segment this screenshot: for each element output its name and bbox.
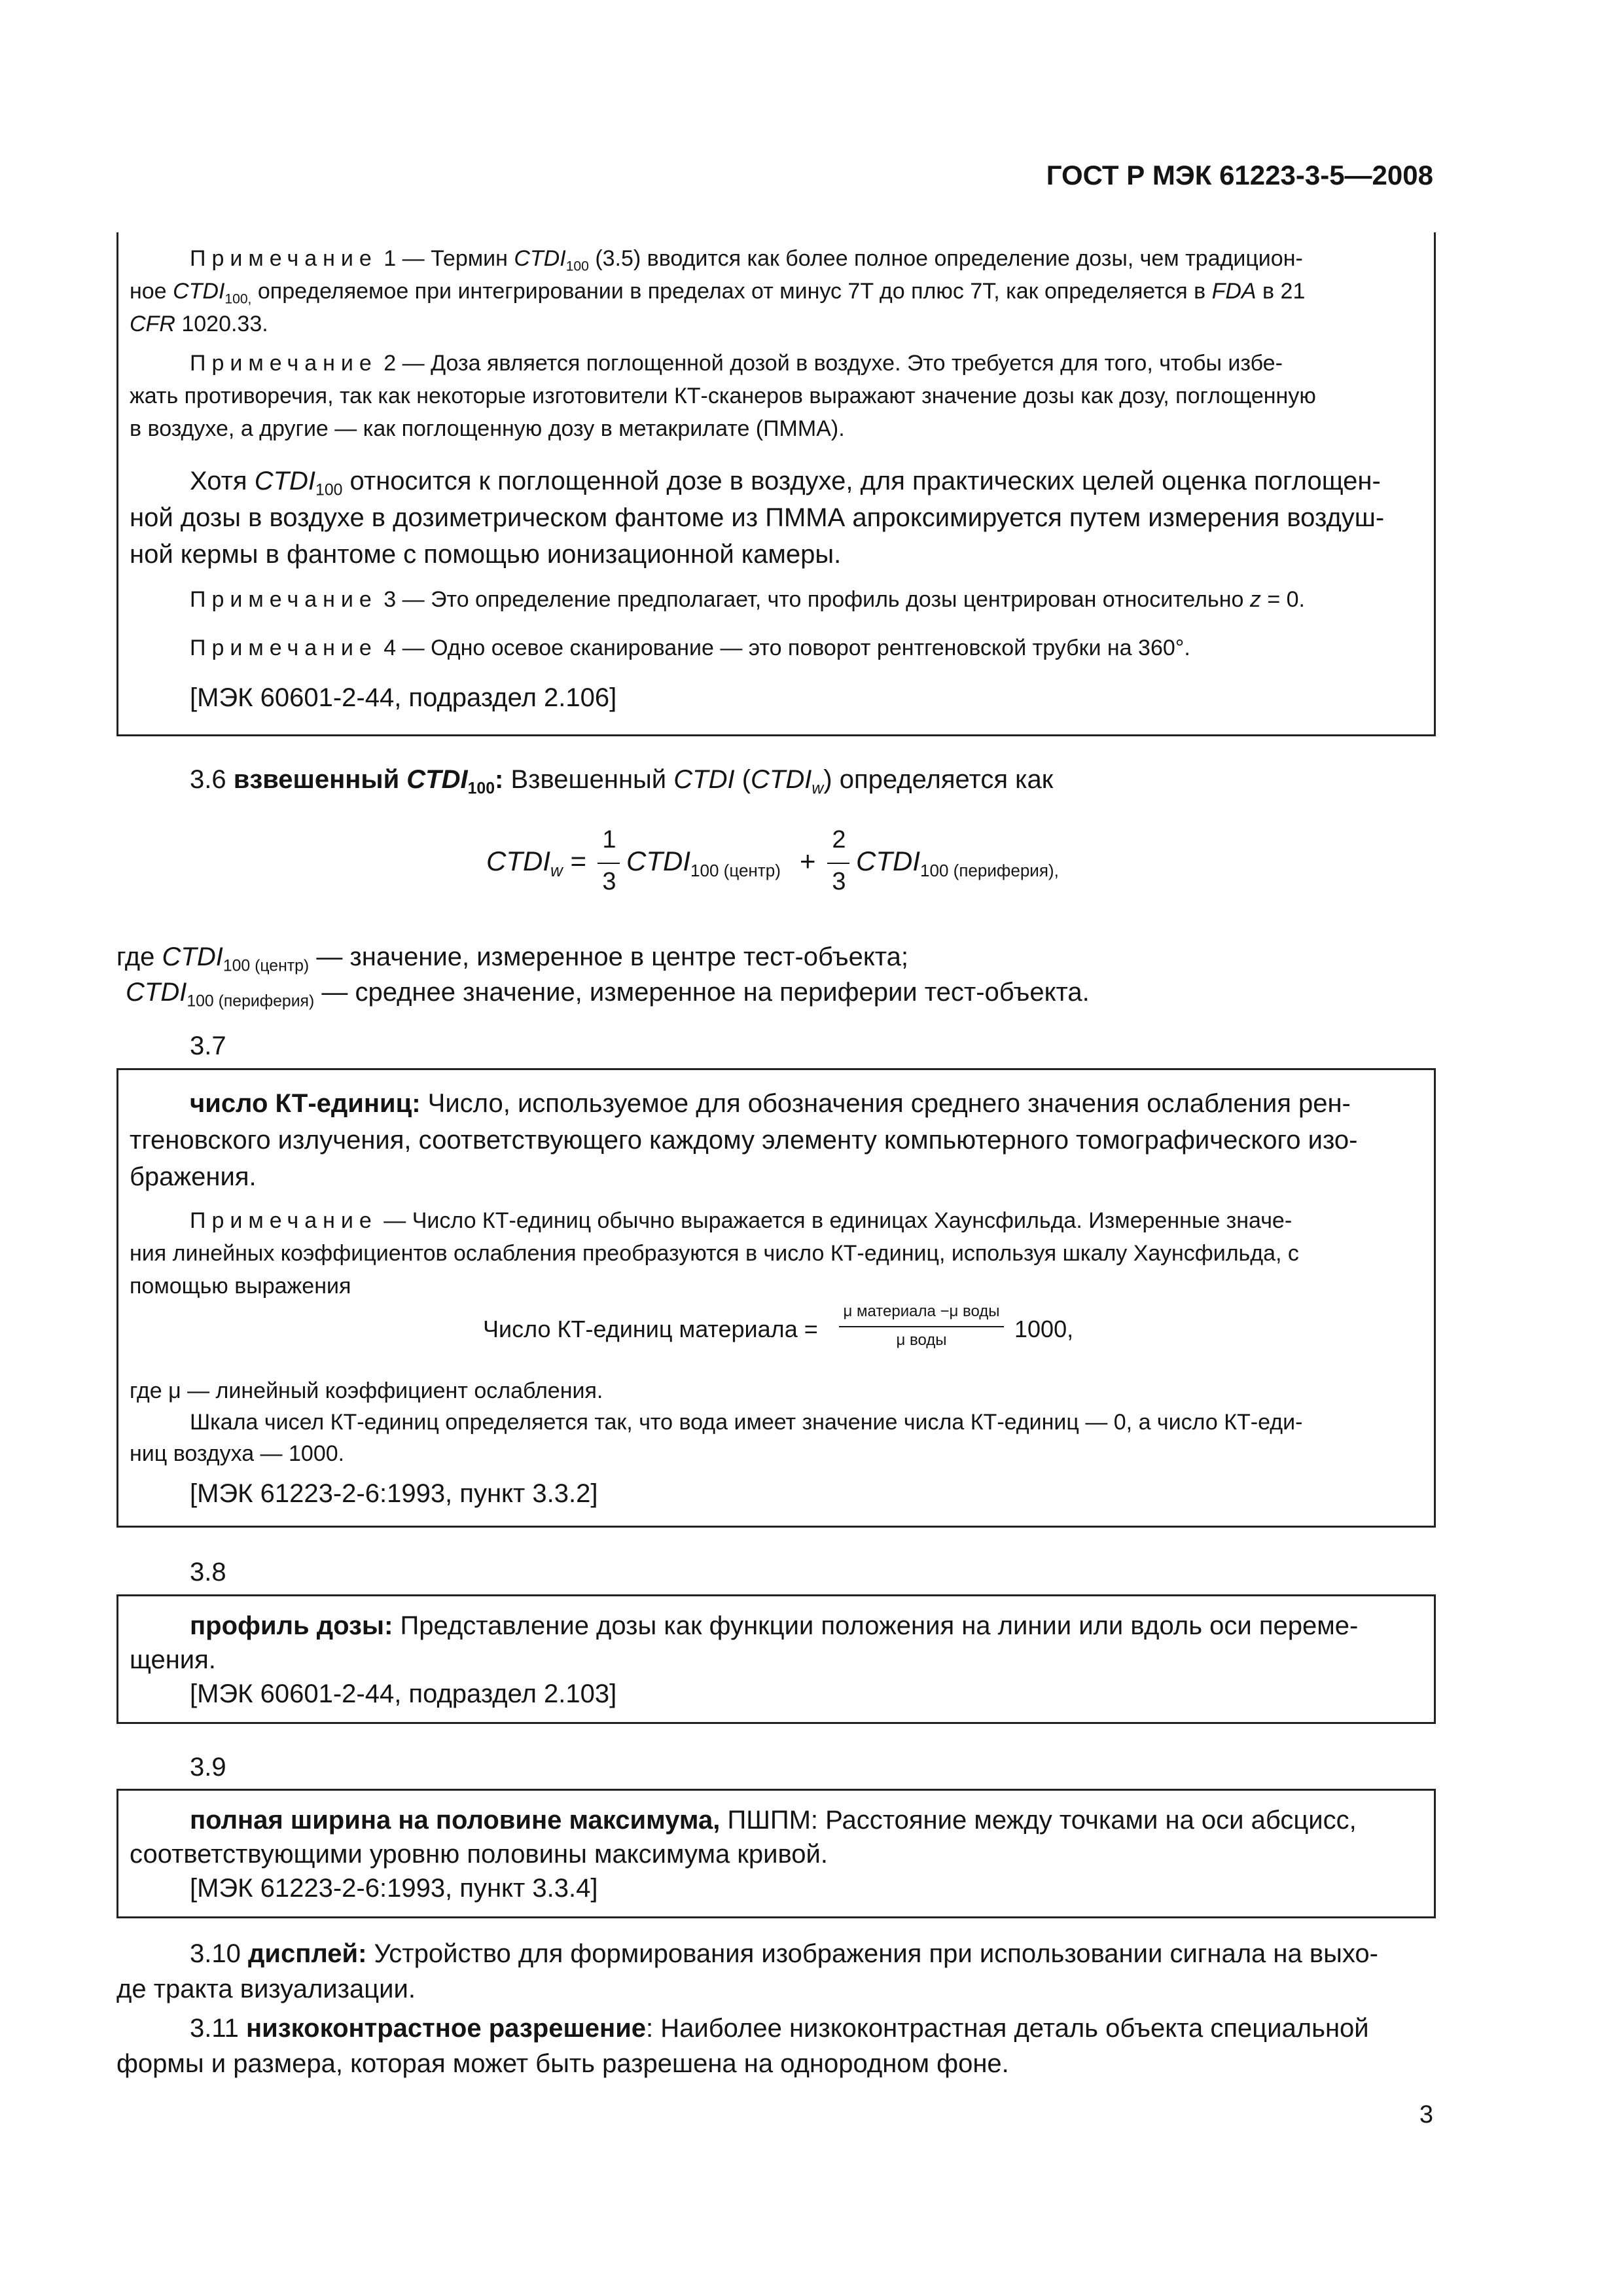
section-3-6-heading: 3.6 взвешенный $CTDI_{100}$: Взвешенный CTDI $(CTDI_w)$ определяется как (190, 765, 1054, 798)
document-code: ГОСТ Р МЭК 61223-3-5—2008 (1046, 160, 1433, 190)
section-3-7-line-3: бражения. (130, 1162, 257, 1191)
section-3-9-number: 3.9 (190, 1753, 226, 1782)
section-3-11-line-1: 3.11 низкоконтрастное разрешение: Наиболее низкоконтрастная деталь объекта специальной (190, 2014, 1369, 2043)
page-number: 3 (1419, 2101, 1433, 2128)
where-mu: где μ — линейный коэффициент ослабления. (130, 1378, 603, 1403)
section-3-7-line-1: число КТ-единиц: Число, используемое для обозначения среднего значения ослабления рен- (190, 1089, 1351, 1118)
section-3-7-number: 3.7 (190, 1031, 226, 1060)
section-3-10-line-2: де тракта визуализации. (116, 1975, 416, 2003)
reference-2-106: [МЭК 60601-2-44, подраздел 2.106] (190, 683, 617, 712)
reference-3-3-4: [МЭК 61223-2-6:1993, пункт 3.3.4] (190, 1874, 598, 1903)
note-1-line-3: CFR 1020.33. (130, 312, 268, 336)
section-3-7-line-2: тгеновского излучения, соответствующего каждому элементу компьютерного томографического изо- (130, 1126, 1358, 1155)
section-3-8-number: 3.8 (190, 1558, 226, 1587)
reference-2-103: [МЭК 60601-2-44, подраздел 2.103] (190, 1679, 617, 1708)
note-3-7-line-2: ния линейных коэффициентов ослабления преобразуются в число КТ-единиц, используя шкалу Хаунсфильда, с (130, 1241, 1299, 1266)
note-3: Примечание 3 — Это определение предполагает, что профиль дозы центрирован относительно z = 0. (190, 587, 1305, 612)
note-2-line-1: Примечание 2 — Доза является поглощенной дозой в воздухе. Это требуется для того, чтобы избе- (190, 351, 1283, 376)
section-3-9-line-2: соответствующими уровню половины максимума кривой. (130, 1840, 828, 1869)
where-ctdi-center: где $CTDI_{100 (центр)}$ — значение, измеренное в центре тест-объекта; (116, 942, 909, 975)
note-4: Примечание 4 — Одно осевое сканирование — это поворот рентгеновской трубки на 360°. (190, 636, 1190, 660)
where-ctdi-periphery: $CTDI_{100 (периферия)}$ — среднее значение, измеренное на периферии тест-объекта. (126, 978, 1090, 1011)
section-3-8-line-1: профиль дозы: Представление дозы как функции положения на линии или вдоль оси переме- (190, 1611, 1359, 1640)
section-3-11-line-2: формы и размера, которая может быть разрешена на однородном фоне. (116, 2049, 1009, 2078)
section-3-9-line-1: полная ширина на половине максимума, ПШПМ: Расстояние между точками на оси абсцисс, (190, 1806, 1357, 1835)
section-3-8-line-2: щения. (130, 1645, 216, 1674)
note-3-7-line-3: помощью выражения (130, 1274, 351, 1299)
scale-line-2: ниц воздуха — 1000. (130, 1441, 345, 1466)
section-3-10-line-1: 3.10 дисплей: Устройство для формирования изображения при использовании сигнала на выхо- (190, 1939, 1378, 1968)
para-air-line-2: ной дозы в воздухе в дозиметрическом фантоме из ПММА апроксимируется путем измерения воздуш- (130, 503, 1385, 532)
note-3-7-line-1: Примечание — Число КТ-единиц обычно выражается в единицах Хаунсфильда. Измеренные значе- (190, 1208, 1293, 1233)
para-air-line-1: Хотя $CTDI_{100}$ относится к поглощенной дозе в воздухе, для практических целей оценка поглощен- (190, 467, 1381, 499)
para-air-line-3: ной кермы в фантоме с помощью ионизационной камеры. (130, 540, 842, 569)
scale-line-1: Шкала чисел КТ-единиц определяется так, что вода имеет значение числа КТ-единиц — 0, а число КТ-еди- (190, 1410, 1303, 1435)
note-2-line-2: жать противоречия, так как некоторые изготовители КТ-сканеров выражают значение дозы как дозу, поглощенную (130, 384, 1316, 408)
note-1-line-2: ное $CTDI_{100,}$ определяемое при интегрировании в пределах от минус 7T до плюс 7T, как определяется в FDA в 21 (130, 279, 1306, 307)
note-1-line-1: Примечание 1 — Термин $CTDI_{100}$ (3.5) вводится как более полное определение дозы, чем традицион- (190, 246, 1303, 274)
note-2-line-3: в воздухе, а другие — как поглощенную дозу в метакрилате (ПММА). (130, 416, 845, 441)
reference-3-3-2: [МЭК 61223-2-6:1993, пункт 3.3.2] (190, 1479, 598, 1508)
